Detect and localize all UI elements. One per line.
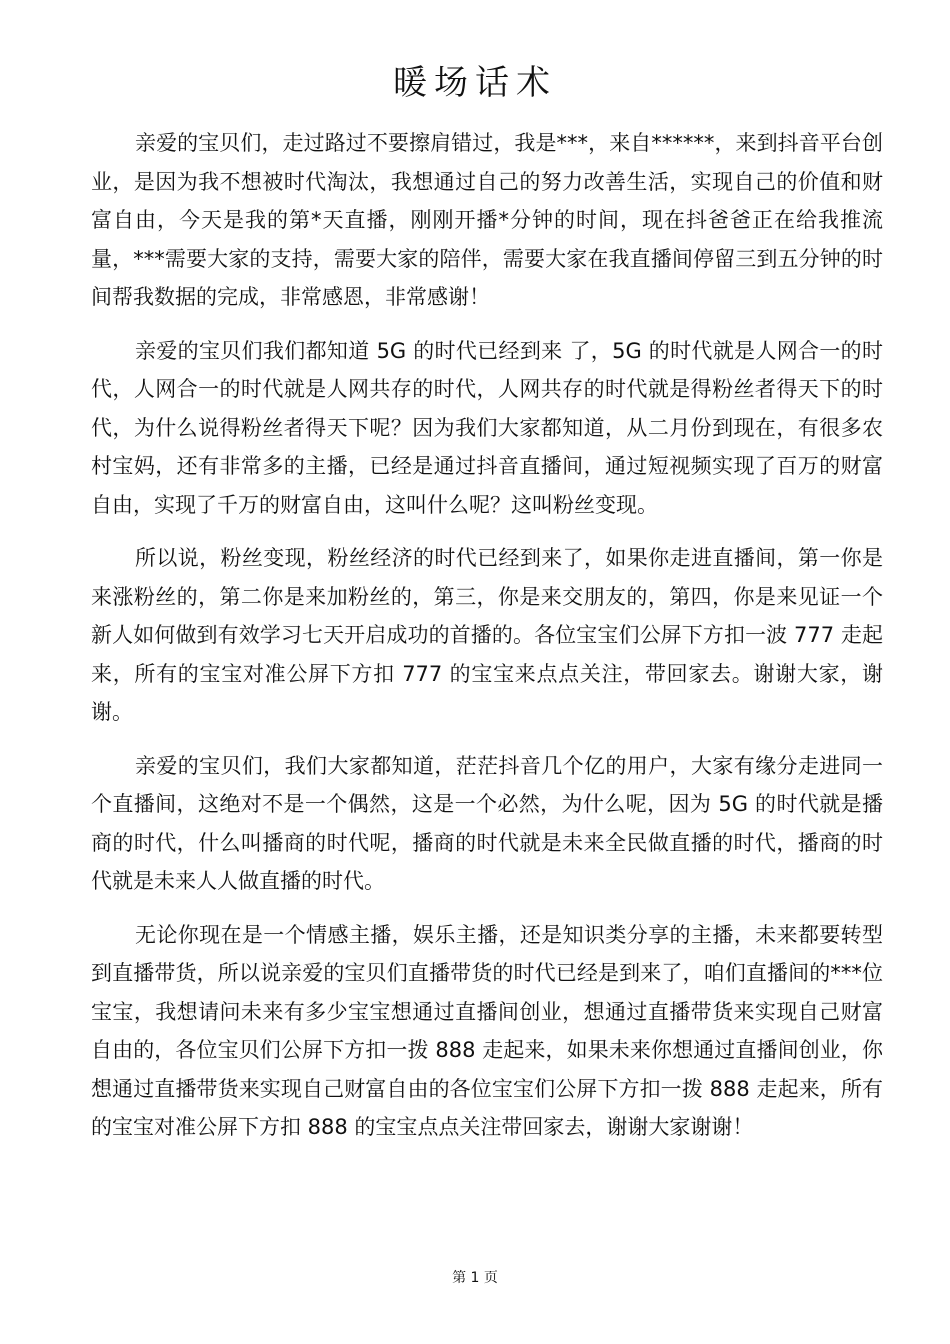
paragraph: 亲爱的宝贝们我们都知道 5G 的时代已经到来 了，5G 的时代就是人网合一的时代，人网合一的时代就是人网共存的时代，人网共存的时代就是得粉丝者得天下的时代，为什么说得粉丝者得天下呢？因为我们大家都知道，从二月份到现在，有很多农村宝妈，还有非常多的主播，已经是通过抖音直播间，通过短视频实现了百万的财富自由，实现了千万的财富自由，这叫什么呢？这叫粉丝变现。 <box>91 338 883 517</box>
page-number: 第 1 页 <box>452 1270 498 1286</box>
document-body <box>91 124 883 1162</box>
paragraph: 亲爱的宝贝们，走过路过不要擦肩错过，我是***，来自******，来到抖音平台创业，是因为我不想被时代淘汰，我想通过自己的努力改善生活，实现自己的价值和财富自由，今天是我的第*天直播，刚刚开播*分钟的时间，现在抖爸爸正在给我推流量，***需要大家的支持，需要大家的陪伴，需要大家在我直播间停留三到五分钟的时间帮我数据的完成，非常感恩，非常感谢！ <box>91 131 883 309</box>
paragraph: 亲爱的宝贝们，我们大家都知道，茫茫抖音几个亿的用户，大家有缘分走进同一个直播间，这绝对不是一个偶然，这是一个必然，为什么呢，因为 5G 的时代就是播商的时代，什么叫播商的时代呢，播商的时代就是未来全民做直播的时代，播商的时代就是未来人人做直播的时代。 <box>91 753 883 893</box>
paragraph: 无论你现在是一个情感主播，娱乐主播，还是知识类分享的主播，未来都要转型到直播带货，所以说亲爱的宝贝们直播带货的时代已经是到来了，咱们直播间的***位宝宝，我想请问未来有多少宝宝想通过直播间创业，想通过直播带货来实现自己财富自由的，各位宝贝们公屏下方扣一拨 888 走起来，如果未来你想通过直播间创业，你想通过直播带货来实现自己财富自由的各位宝宝们公屏下方扣一拨 888 走起来，所有的宝宝对准公屏下方扣 888 的宝宝点点关注带回家去，谢谢大家谢谢！ <box>91 922 883 1139</box>
document-title: 暖场话术 <box>393 63 557 103</box>
paragraph: 所以说，粉丝变现，粉丝经济的时代已经到来了，如果你走进直播间，第一你是来涨粉丝的，第二你是来加粉丝的，第三，你是来交朋友的，第四，你是来见证一个新人如何做到有效学习七天开启成功的首播的。各位宝宝们公屏下方扣一波 777 走起来，所有的宝宝对准公屏下方扣 777 的宝宝来点点关注，带回家去。谢谢大家，谢谢。 <box>91 546 883 724</box>
